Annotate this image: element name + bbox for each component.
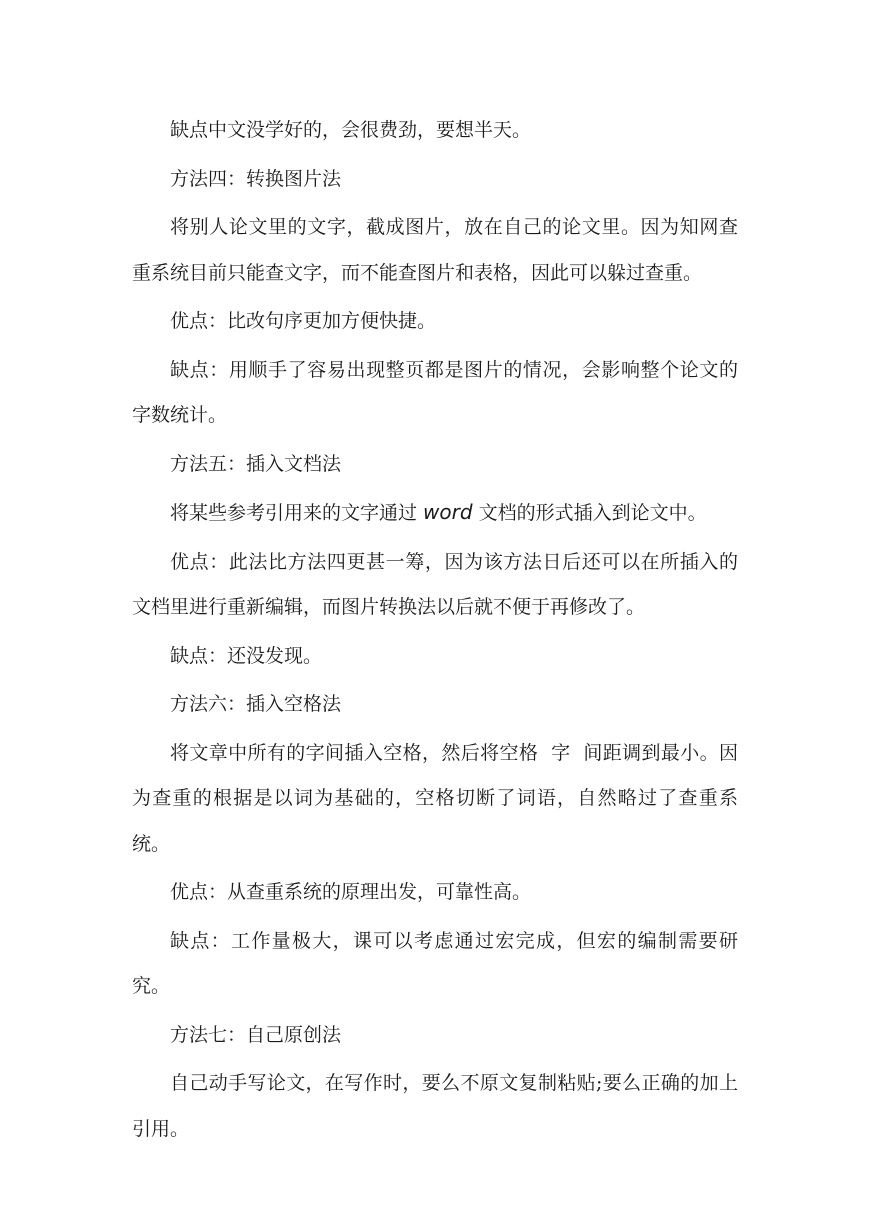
paragraph-method-five-drawback: 缺点：还没发现。 bbox=[170, 644, 323, 667]
text-segment: 文档的形式插入到论文中。 bbox=[472, 502, 707, 524]
paragraph-method-four-drawback: 缺点：用顺手了容易出现整页都是图片的情况，会影响整个论文的字数统计。 bbox=[132, 358, 738, 426]
heading-method-seven: 方法七：自己原创法 bbox=[170, 1023, 342, 1046]
paragraph-method-four-advantage: 优点：比改句序更加方便快捷。 bbox=[170, 310, 437, 332]
heading-method-five: 方法五：插入文档法 bbox=[170, 452, 342, 475]
paragraph-method-seven-description: 自己动手写论文，在写作时，要么不原文复制粘贴;要么正确的加上引用。 bbox=[132, 1072, 738, 1140]
paragraph-method-five-description bbox=[132, 490, 738, 537]
heading-method-six: 方法六：插入空格法 bbox=[170, 693, 342, 715]
text-segment: 将某些参考引用来的文字通过 bbox=[170, 502, 424, 524]
word-term: word bbox=[423, 500, 473, 524]
paragraph-method-six-advantage: 优点：从查重系统的原理出发，可靠性高。 bbox=[170, 881, 532, 903]
document-body bbox=[132, 108, 738, 1155]
heading-method-four: 方法四：转换图片法 bbox=[170, 167, 342, 190]
paragraph-method-five-advantage: 优点：此法比方法四更甚一筹，因为该方法日后还可以在所插入的文档里进行重新编辑，而图片转换法以后就不便于再修改了。 bbox=[132, 550, 738, 618]
paragraph-method-four-description: 将别人论文里的文字，截成图片，放在自己的论文里。因为知网查重系统目前只能查文字，而不能查图片和表格，因此可以躲过查重。 bbox=[132, 216, 738, 284]
paragraph-method-six-description: 将文章中所有的字间插入空格，然后将空格 字 间距调到最小。因为查重的根据是以词为基础的，空格切断了词语，自然略过了查重系统。 bbox=[132, 741, 738, 855]
paragraph-drawback-chinese: 缺点中文没学好的，会很费劲，要想半天。 bbox=[170, 119, 532, 141]
paragraph-method-six-drawback: 缺点：工作量极大，课可以考虑通过宏完成，但宏的编制需要研究。 bbox=[132, 929, 738, 997]
